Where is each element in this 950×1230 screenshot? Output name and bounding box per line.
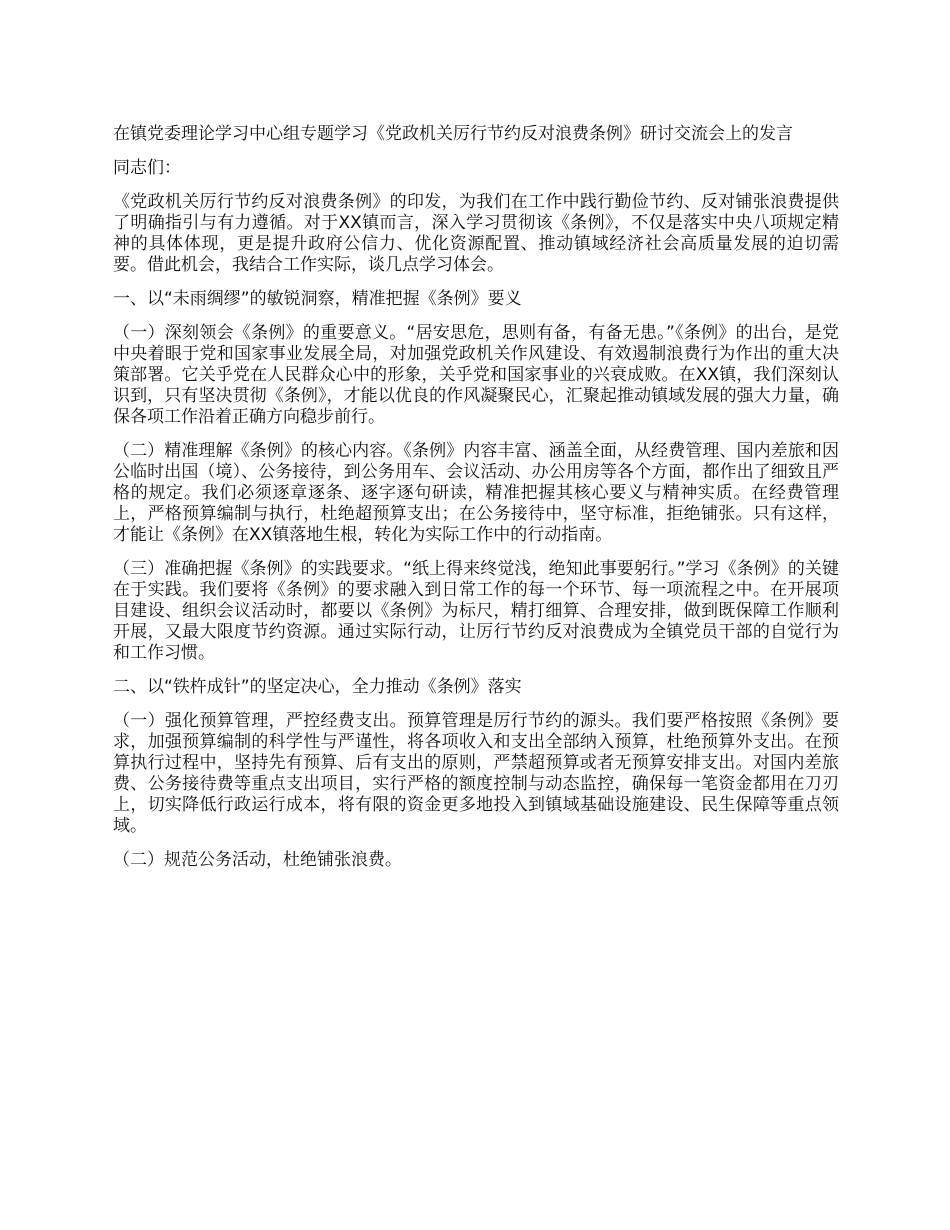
document-title: 在镇党委理论学习中心组专题学习《党政机关厉行节约反对浪费条例》研讨交流会上的发言 (113, 124, 793, 144)
body-paragraph: （二）精准理解《条例》的核心内容。《条例》内容丰富、涵盖全面，从经费管理、国内差旅和因公临时出国（境）、公务接待，到公务用车、会议活动、办公用房等各个方面，都作出了细致且严格的规定。我们必须逐章逐条、逐字逐句研读，精准把握其核心要义与精神实质。在经费管理上，严格预算编制与执行，杜绝超预算支出；在公务接待中，坚守标准，拒绝铺张。只有这样，才能让《条例》在XX镇落地生根，转化为实际工作中的行动指南。 (113, 441, 839, 545)
section-heading-2: 二、以“铁杵成针”的坚定决心，全力推动《条例》落实 (113, 677, 522, 697)
section-heading-1: 一、以“未雨绸缪”的敏锐洞察，精准把握《条例》要义 (113, 289, 522, 309)
body-paragraph: （一）强化预算管理，严控经费支出。预算管理是厉行节约的源头。我们要严格按照《条例》要求，加强预算编制的科学性与严谨性，将各项收入和支出全部纳入预算，杜绝预算外支出。在预算执行过程中，坚持先有预算、后有支出的原则，严禁超预算或者无预算安排支出。对国内差旅费、公务接待费等重点支出项目，实行严格的额度控制与动态监控，确保每一笔资金都用在刀刃上，切实降低行政运行成本，将有限的资金更多地投入到镇域基础设施建设、民生保障等重点领域。 (113, 711, 839, 836)
body-paragraph: （二）规范公务活动，杜绝铺张浪费。 (113, 850, 402, 870)
body-paragraph: （一）深刻领会《条例》的重要意义。“居安思危，思则有备，有备无患。”《条例》的出台，是党中央着眼于党和国家事业发展全局，对加强党政机关作风建设、有效遏制浪费行为作出的重大决策部署。它关乎党在人民群众心中的形象，关乎党和国家事业的兴衰成败。在XX镇，我们深刻认识到，只有坚决贯彻《条例》，才能以优良的作风凝聚民心，汇聚起推动镇域发展的强大力量，确保各项工作沿着正确方向稳步前行。 (113, 323, 839, 427)
body-paragraph: （三）准确把握《条例》的实践要求。“纸上得来终觉浅，绝知此事要躬行。”学习《条例》的关键在于实践。我们要将《条例》的要求融入到日常工作的每一个环节、每一项流程之中。在开展项目建设、组织会议活动时，都要以《条例》为标尺，精打细算、合理安排，做到既保障工作顺利开展，又最大限度节约资源。通过实际行动，让厉行节约反对浪费成为全镇党员干部的自觉行为和工作习惯。 (113, 559, 839, 663)
document-body (113, 124, 839, 884)
intro-paragraph: 《党政机关厉行节约反对浪费条例》的印发，为我们在工作中践行勤俭节约、反对铺张浪费提供了明确指引与有力遵循。对于XX镇而言，深入学习贯彻该《条例》，不仅是落实中央八项规定精神的具体体现，更是提升政府公信力、优化资源配置、推动镇域经济社会高质量发展的迫切需要。借此机会，我结合工作实际，谈几点学习体会。 (113, 192, 839, 275)
salutation: 同志们： (113, 158, 181, 178)
